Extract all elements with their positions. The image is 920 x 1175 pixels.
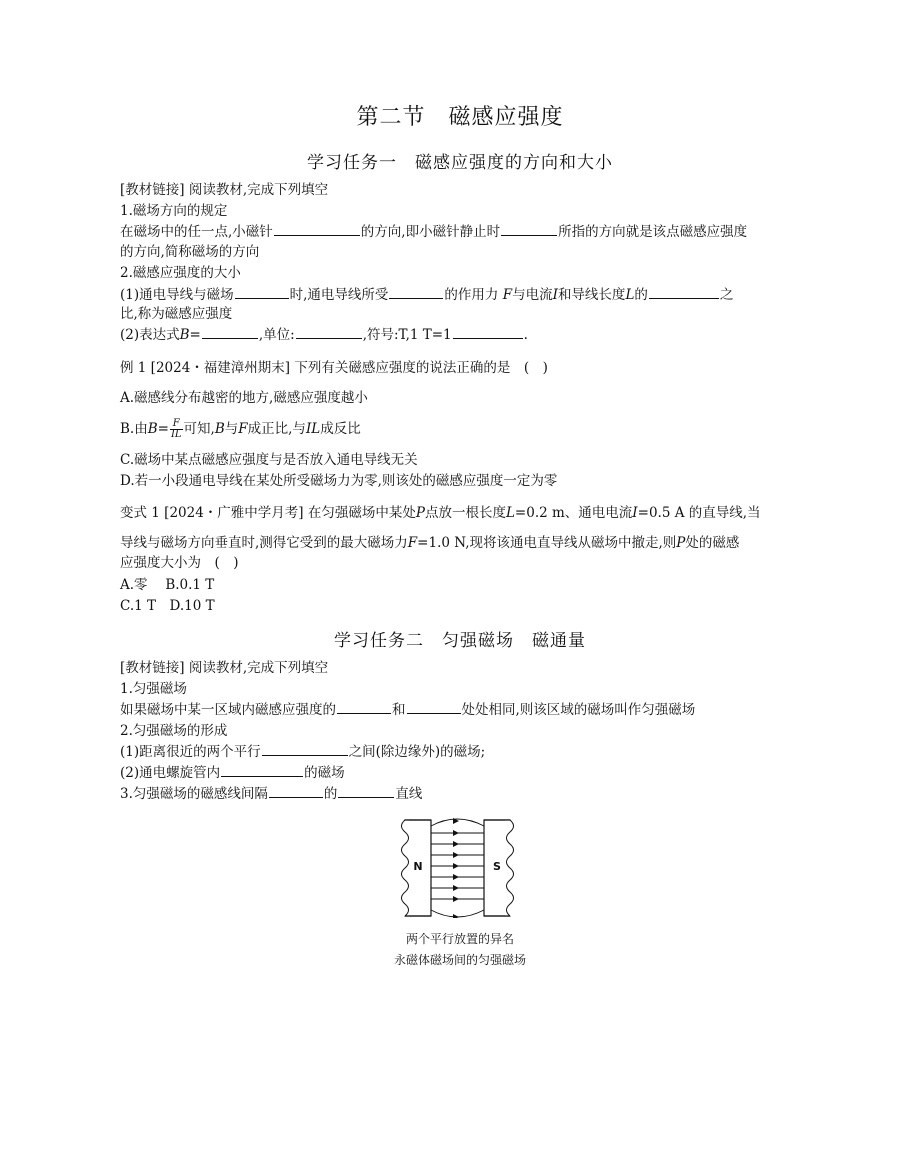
task2-item2-head: 2.匀强磁场的形成 <box>120 723 228 739</box>
var-I: I <box>632 505 638 521</box>
text: 处处相同,则该区域的磁场叫作匀强磁场 <box>461 702 696 718</box>
var-F: F <box>502 287 513 303</box>
text: 和导线长度 <box>557 287 626 303</box>
figure-caption-line1: 两个平行放置的异名 <box>405 932 514 946</box>
field-lines <box>431 818 484 918</box>
var-I: I <box>552 287 558 303</box>
text: =0.5 A 的直导线,当 <box>637 505 761 521</box>
text: 时,通电导线所受 <box>289 287 389 303</box>
fill-blank[interactable] <box>262 742 348 756</box>
pole-s-label: S <box>493 860 501 873</box>
task1-item2-1-cont: 比,称为磁感应强度 <box>120 306 233 322</box>
numerator: F <box>170 419 183 430</box>
example1-option-a[interactable]: A.磁感线分布越密的地方,磁感应强度越小 <box>120 390 368 406</box>
var-F: F <box>407 535 418 551</box>
pole-n-label: N <box>413 860 423 873</box>
var-P: P <box>415 505 425 521</box>
example1-option-c[interactable]: C.磁场中某点磁感应强度与是否放入通电导线无关 <box>120 452 418 468</box>
text: ,符号:T,1 T=1 <box>362 327 452 343</box>
text: 与 <box>224 421 239 437</box>
variant1-line1 <box>120 503 800 523</box>
fringe-field-line-bottom <box>431 910 484 917</box>
text: 和 <box>392 702 406 718</box>
text: (1)通电导线与磁场 <box>120 287 234 303</box>
fill-blank[interactable] <box>296 325 362 339</box>
task1-item1-head: 1.磁场方向的规定 <box>120 203 228 219</box>
text: 的作用力 <box>444 287 499 303</box>
fill-blank[interactable] <box>389 285 443 299</box>
var-P: P <box>676 535 686 551</box>
text: 成正比,与 <box>247 421 306 437</box>
text: B.由 <box>120 421 148 437</box>
var-F: F <box>238 421 248 437</box>
fill-blank[interactable] <box>337 700 391 714</box>
text: 之 <box>719 287 734 303</box>
task1-item1-line <box>120 222 800 242</box>
example1-stem: 例 1 [2024・福建漳州期末] 下列有关磁感应强度的说法正确的是 ( ) <box>120 360 548 376</box>
variant1-line3: 应强度大小为 ( ) <box>120 555 239 571</box>
text: . <box>523 327 528 343</box>
fill-blank[interactable] <box>407 700 461 714</box>
text: =1.0 N,现将该通电直导线从磁场中撤走,则 <box>417 535 677 551</box>
text: ,单位: <box>258 327 295 343</box>
fill-blank[interactable] <box>235 285 289 299</box>
text: 的 <box>634 287 648 303</box>
fill-blank[interactable] <box>649 285 719 299</box>
task2-item3 <box>120 784 800 804</box>
task2-heading: 学习任务二 匀强磁场 磁通量 <box>334 631 586 651</box>
task2-intro: [教材链接] 阅读教材,完成下列填空 <box>120 660 329 676</box>
task1-item1-line2: 的方向,简称磁场的方向 <box>120 244 260 260</box>
example1-option-b[interactable] <box>120 415 800 443</box>
figure-caption-line2: 永磁体磁场间的匀强磁场 <box>393 953 526 967</box>
task1-item2-head: 2.磁感应强度的大小 <box>120 265 241 281</box>
uniform-field-figure <box>395 818 520 918</box>
text: 直线 <box>395 786 423 802</box>
task1-heading: 学习任务一 磁感应强度的方向和大小 <box>307 153 613 173</box>
text: 如果磁场中某一区域内磁感应强度的 <box>120 702 336 718</box>
variant1-options-cd[interactable]: C.1 T D.10 T <box>120 598 215 614</box>
text: 可知, <box>183 421 215 437</box>
fill-blank[interactable] <box>274 222 360 236</box>
fill-blank[interactable] <box>202 325 258 339</box>
var-B-eq: B= <box>179 327 201 343</box>
text: 与电流 <box>512 287 553 303</box>
text: 的磁场 <box>304 765 345 781</box>
text: 导线与磁场方向垂直时,测得它受到的最大磁场力 <box>120 535 408 551</box>
fill-blank[interactable] <box>453 325 523 339</box>
fill-blank[interactable] <box>221 763 303 777</box>
text: 所指的方向就是该点磁感应强度 <box>558 224 748 240</box>
var-B-eq: B= <box>147 421 169 437</box>
var-B: B <box>214 421 225 437</box>
text: 在磁场中的任一点,小磁针 <box>120 224 273 240</box>
text: 变式 1 [2024・广雅中学月考] 在匀强磁场中某处 <box>120 505 416 521</box>
text: 之间(除边缘外)的磁场; <box>348 744 486 760</box>
fill-blank[interactable] <box>269 784 323 798</box>
text: 的 <box>323 786 338 802</box>
denominator: IL <box>170 429 182 440</box>
variant1-options-ab[interactable]: A.零 B.0.1 T <box>120 577 215 593</box>
task2-item2-1 <box>120 742 800 762</box>
text: 成反比 <box>320 421 361 437</box>
task2-item1-head: 1.匀强磁场 <box>120 681 187 697</box>
fringe-field-line-top <box>431 819 484 826</box>
var-IL: IL <box>305 421 321 437</box>
var-L: L <box>625 287 635 303</box>
task1-item2-1 <box>120 285 800 305</box>
text: (1)距离很近的两个平行 <box>120 744 261 760</box>
text: 的方向,即小磁针静止时 <box>360 224 501 240</box>
text: (2)通电螺旋管内 <box>120 765 221 781</box>
var-L: L <box>505 505 515 521</box>
fill-blank[interactable] <box>338 784 394 798</box>
text: 3.匀强磁场的磁感线间隔 <box>120 786 268 802</box>
text: (2)表达式 <box>120 327 180 343</box>
page-title: 第二节 磁感应强度 <box>356 105 564 130</box>
text: 点放一根长度 <box>424 505 506 521</box>
task1-item2-2 <box>120 325 800 345</box>
fraction-F-over-IL <box>170 419 183 440</box>
task2-item1-line <box>120 700 800 720</box>
example1-option-d[interactable]: D.若一小段通电导线在某处所受磁场力为零,则该处的磁感应强度一定为零 <box>120 473 558 489</box>
task2-item2-2 <box>120 763 800 783</box>
text: =0.2 m、通电电流 <box>514 505 633 521</box>
task1-intro: [教材链接] 阅读教材,完成下列填空 <box>120 182 329 198</box>
text: 处的磁感 <box>685 535 740 551</box>
variant1-line2 <box>120 533 800 553</box>
fill-blank[interactable] <box>501 222 557 236</box>
